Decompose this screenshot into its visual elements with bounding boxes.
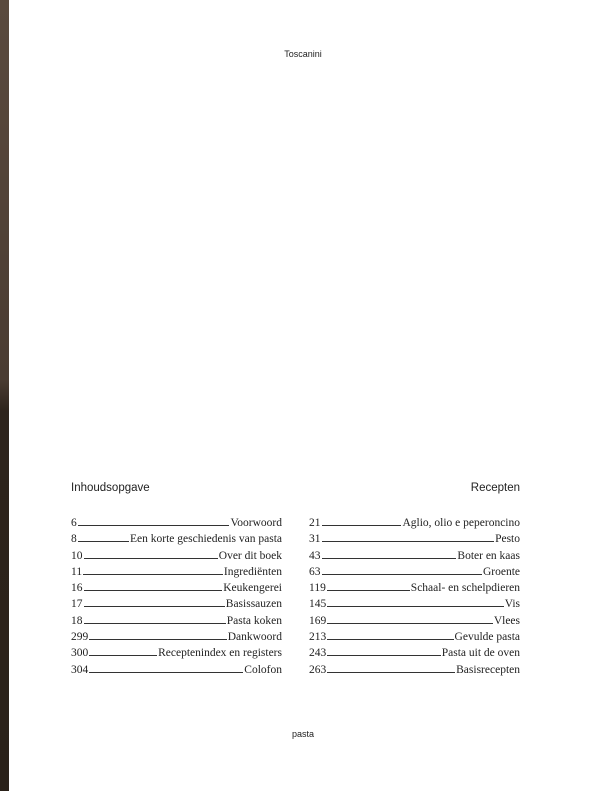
toc-page-number: 18 [71,614,83,627]
toc-leader-line [327,660,455,673]
toc-entry[interactable] [71,529,282,545]
recipes-heading: Recepten [470,482,520,494]
toc-leader-line [322,529,495,542]
toc-page-number: 145 [309,598,327,611]
toc-title: Pasta uit de oven [441,647,520,660]
toc-entry[interactable] [71,611,282,627]
toc-leader-line [322,546,457,559]
toc-entry[interactable] [71,513,282,529]
toc-leader-line [78,529,129,542]
contents-heading: Inhoudsopgave [71,482,150,494]
contents-list [71,513,282,676]
toc-entry[interactable] [309,578,520,594]
toc-page-number: 17 [71,598,83,611]
toc-page-number: 243 [309,647,327,660]
toc-entry[interactable] [71,643,282,659]
toc-entry[interactable] [71,546,282,562]
toc-leader-line [84,594,225,607]
toc-page-number: 300 [71,647,89,660]
toc-entry[interactable] [309,546,520,562]
toc-entry[interactable] [309,594,520,610]
toc-leader-line [84,611,226,624]
toc-page-number: 43 [309,549,321,562]
toc-title: Receptenindex en registers [158,647,282,660]
toc-page-number: 213 [309,631,327,644]
book-spine-edge [0,0,9,791]
toc-leader-line [84,546,218,559]
toc-entry[interactable] [71,594,282,610]
toc-leader-line [83,562,223,575]
toc-entry[interactable] [71,660,282,676]
toc-entry[interactable] [309,529,520,545]
toc-entry[interactable] [309,513,520,529]
toc-leader-line [322,562,482,575]
toc-leader-line [89,627,226,640]
toc-entry[interactable] [309,660,520,676]
toc-title: Gevulde pasta [454,631,520,644]
toc-page-number: 63 [309,565,321,578]
toc-title: Dankwoord [227,631,282,644]
toc-leader-line [327,611,493,624]
toc-leader-line [327,594,503,607]
toc-entry[interactable] [309,562,520,578]
toc-title: Schaal- en schelpdieren [410,582,520,595]
toc-title: Basissauzen [225,598,282,611]
toc-page-number: 8 [71,533,77,546]
toc-leader-line [89,643,157,656]
toc-page-number: 169 [309,614,327,627]
toc-title: Groente [482,565,520,578]
toc-entry[interactable] [309,627,520,643]
toc-title: Keukengerei [223,582,282,595]
page-footer: pasta [291,729,315,739]
toc-page-number: 119 [309,582,326,595]
toc-leader-line [322,513,402,526]
toc-title: Boter en kaas [457,549,520,562]
toc-entry[interactable] [71,627,282,643]
toc-leader-line [84,578,223,591]
toc-page-number: 16 [71,582,83,595]
toc-title: Pesto [495,533,520,546]
toc-leader-line [78,513,230,526]
toc-page-number: 10 [71,549,83,562]
toc-title: Ingrediënten [223,565,282,578]
toc-leader-line [327,643,441,656]
toc-title: Basisrecepten [456,663,520,676]
toc-page-number: 11 [71,565,83,578]
toc-title: Pasta koken [226,614,282,627]
toc-page-number: 6 [71,517,77,529]
toc-page-number: 304 [71,663,89,676]
toc-entry[interactable] [71,578,282,594]
toc-page-number: 263 [309,663,327,676]
toc-title: Colofon [244,663,282,676]
toc-title: Aglio, olio e peperoncino [402,517,520,529]
page-header: Toscanini [284,49,322,59]
toc-title: Over dit boek [218,549,282,562]
toc-entry[interactable] [309,643,520,659]
toc-leader-line [327,578,410,591]
toc-title: Een korte geschiedenis van pasta [130,533,282,546]
toc-page-number: 299 [71,631,89,644]
toc-leader-line [89,660,243,673]
toc-title: Vis [504,598,520,611]
toc-page-number: 21 [309,517,321,529]
toc-entry[interactable] [309,611,520,627]
recipes-list [309,513,520,676]
toc-title: Vlees [493,614,520,627]
toc-title: Voorwoord [230,517,282,529]
toc-leader-line [327,627,453,640]
toc-page-number: 31 [309,533,321,546]
toc-entry[interactable] [71,562,282,578]
